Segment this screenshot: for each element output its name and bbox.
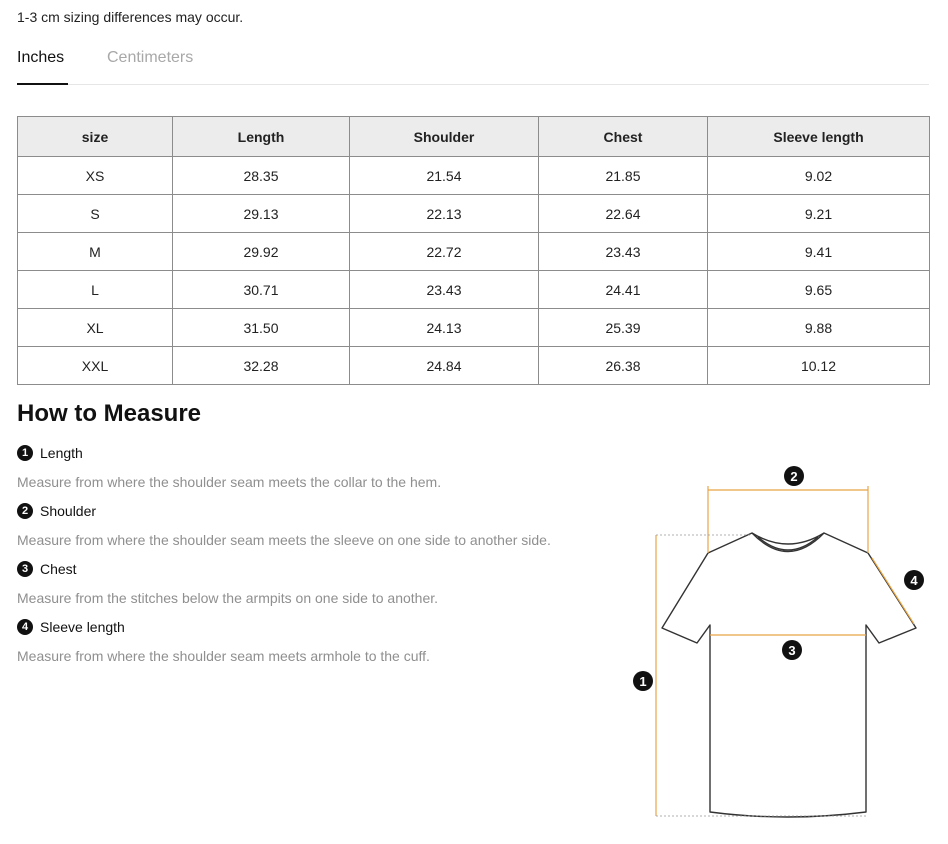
cell-shoulder: 22.13: [350, 195, 539, 233]
cell-chest: 26.38: [539, 347, 708, 385]
measure-item-desc: Measure from where the shoulder seam meets armhole to the cuff.: [17, 648, 430, 664]
header-size: size: [18, 117, 173, 157]
measure-item-desc: Measure from where the shoulder seam meets the sleeve on one side to another side.: [17, 532, 551, 548]
how-to-measure-title: How to Measure: [17, 400, 202, 427]
cell-size: XL: [18, 309, 173, 347]
cell-shoulder: 24.84: [350, 347, 539, 385]
marker-4: [904, 570, 924, 590]
measure-item-desc: Measure from the stitches below the armpits on one side to another.: [17, 590, 439, 606]
measure-item-shoulder: [17, 503, 96, 519]
measure-item-desc: Measure from where the shoulder seam meets the collar to the hem.: [17, 474, 442, 490]
measure-item-chest: [17, 561, 77, 577]
sleeve-line: [872, 558, 914, 624]
cell-length: 30.71: [173, 271, 350, 309]
number-badge-3: 3: [17, 561, 33, 577]
measure-item-title: Chest: [40, 561, 77, 577]
cell-length: 28.35: [173, 157, 350, 195]
cell-sleeve-length: 10.12: [708, 347, 930, 385]
cell-sleeve-length: 9.65: [708, 271, 930, 309]
size-chart-table: [17, 116, 930, 385]
tab-inches[interactable]: Inches: [17, 49, 65, 66]
number-badge-4: 4: [17, 619, 33, 635]
marker-1: [633, 671, 653, 691]
cell-chest: 21.85: [539, 157, 708, 195]
table-row: [18, 347, 930, 385]
cell-shoulder: 24.13: [350, 309, 539, 347]
marker-3: [782, 640, 802, 660]
cell-size: XXL: [18, 347, 173, 385]
cell-shoulder: 23.43: [350, 271, 539, 309]
number-badge-1: 1: [17, 445, 33, 461]
measure-item-length: [17, 445, 83, 461]
marker-2: [784, 466, 804, 486]
measure-item-title: Shoulder: [40, 503, 97, 519]
header-length: Length: [173, 117, 350, 157]
svg-text:4: 4: [910, 573, 918, 588]
svg-text:1: 1: [639, 674, 647, 689]
svg-text:2: 2: [790, 469, 798, 484]
cell-shoulder: 22.72: [350, 233, 539, 271]
svg-text:3: 3: [788, 643, 796, 658]
table-header-row: [18, 117, 930, 157]
table-row: [18, 271, 930, 309]
table-row: [18, 157, 930, 195]
sizing-note: 1-3 cm sizing differences may occur.: [17, 9, 244, 25]
header-shoulder: Shoulder: [350, 117, 539, 157]
cell-chest: 22.64: [539, 195, 708, 233]
cell-size: XS: [18, 157, 173, 195]
cell-sleeve-length: 9.21: [708, 195, 930, 233]
table-row: [18, 233, 930, 271]
cell-chest: 24.41: [539, 271, 708, 309]
cell-size: L: [18, 271, 173, 309]
tshirt-outline-icon: [662, 533, 916, 817]
cell-size: S: [18, 195, 173, 233]
cell-chest: 25.39: [539, 309, 708, 347]
table-row: [18, 309, 930, 347]
cell-sleeve-length: 9.88: [708, 309, 930, 347]
cell-length: 31.50: [173, 309, 350, 347]
cell-sleeve-length: 9.02: [708, 157, 930, 195]
table-row: [18, 195, 930, 233]
cell-sleeve-length: 9.41: [708, 233, 930, 271]
number-badge-2: 2: [17, 503, 33, 519]
cell-shoulder: 21.54: [350, 157, 539, 195]
header-sleeve-length: Sleeve length: [708, 117, 930, 157]
unit-tabs: [17, 46, 929, 85]
active-tab-indicator: [17, 83, 68, 85]
measure-item-sleeve-length: [17, 619, 125, 635]
measure-item-title: Length: [40, 445, 83, 461]
cell-length: 29.13: [173, 195, 350, 233]
cell-size: M: [18, 233, 173, 271]
tab-centimeters[interactable]: Centimeters: [107, 49, 194, 66]
header-chest: Chest: [539, 117, 708, 157]
measure-item-title: Sleeve length: [40, 619, 125, 635]
cell-chest: 23.43: [539, 233, 708, 271]
cell-length: 32.28: [173, 347, 350, 385]
cell-length: 29.92: [173, 233, 350, 271]
tshirt-measurement-diagram: [620, 455, 940, 835]
